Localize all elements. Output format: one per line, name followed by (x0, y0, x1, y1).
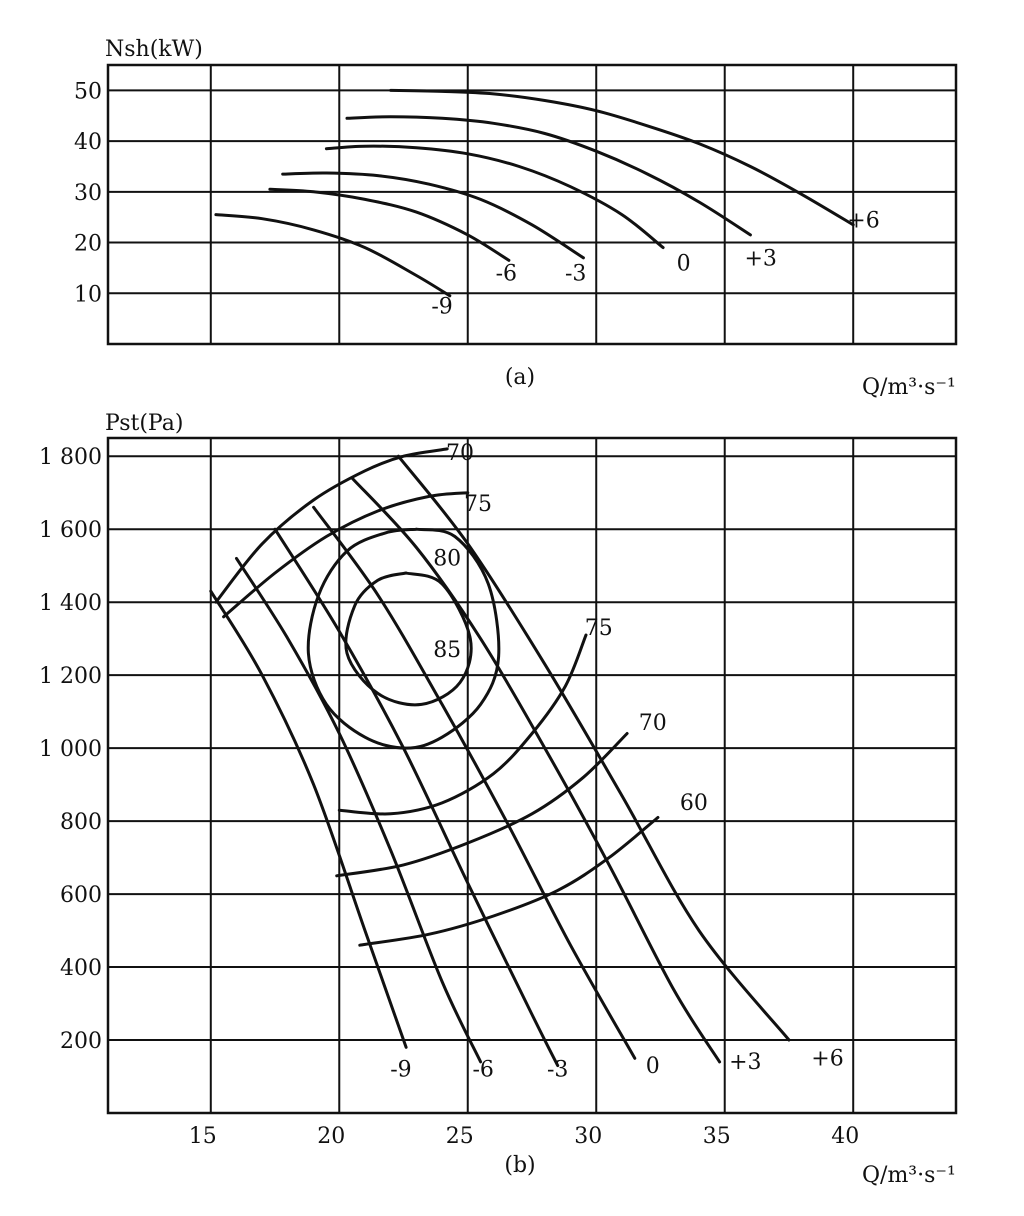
chart-b-y-tick-label: 1 800 (39, 445, 102, 471)
chart-b-y-tick-label: 600 (60, 883, 102, 909)
chart-b-y-tick-label: 800 (60, 810, 102, 836)
chart-b-curves (211, 449, 789, 1066)
chart-a-y-tick-label: 50 (74, 79, 102, 105)
chart-a-series-line (391, 90, 854, 224)
chart-a-series-label: -3 (564, 261, 587, 287)
chart-a-series-label: -9 (431, 294, 453, 320)
chart-a-y-tick-label: 10 (74, 282, 102, 308)
chart-b-series-label: -3 (546, 1057, 569, 1083)
chart-b-series-label: 0 (645, 1053, 660, 1079)
chart-a-series-label: 0 (676, 251, 691, 277)
chart-b-series-label: 75 (464, 491, 493, 517)
chart-a-ylabel: Nsh(kW) (105, 37, 203, 62)
chart-b-y-tick-label: 1 400 (39, 591, 102, 617)
chart-b-ylabel: Pst(Pa) (105, 411, 184, 436)
chart-b-series-label: +3 (729, 1050, 762, 1076)
chart-a-y-tick-label: 30 (74, 180, 102, 206)
chart-a-panel-label: (a) (504, 365, 536, 390)
chart-b-series-label: 70 (446, 440, 475, 466)
chart-b-x-tick-label: 20 (317, 1124, 346, 1149)
chart-b-series-line (337, 734, 627, 876)
chart-b-series-label: 80 (433, 546, 462, 572)
chart-b-x-tick-label: 30 (574, 1124, 603, 1149)
chart-b-xlabel: Q/m³·s⁻¹ (862, 1163, 956, 1188)
chart-b-series-label: +6 (811, 1046, 844, 1072)
chart-b-series-line (237, 558, 481, 1062)
chart-a-xlabel: Q/m³·s⁻¹ (862, 375, 956, 400)
chart-a-series-label: +6 (847, 208, 880, 234)
chart-a-tick-labels (74, 79, 102, 307)
chart-b-series-label: -6 (472, 1057, 494, 1083)
chart-b-x-tick-label: 40 (831, 1124, 860, 1149)
chart-b-series-label: -9 (390, 1057, 412, 1083)
chart-a-series-line (216, 215, 450, 296)
chart-a-series-line (283, 173, 584, 258)
chart-b-curve-labels (390, 441, 844, 1083)
chart-a-frame (108, 65, 956, 344)
chart-a-y-tick-label: 20 (74, 231, 102, 257)
chart-a-series-line (326, 146, 663, 247)
chart-b-y-tick-label: 400 (60, 956, 102, 982)
chart-a-series-line (270, 189, 509, 260)
chart-a-grid (108, 65, 956, 344)
chart-b-y-tick-label: 1 200 (39, 664, 102, 690)
chart-b-y-tick-label: 1 000 (39, 737, 102, 763)
chart-b-series-label: 75 (584, 616, 613, 642)
chart-b-series-line (224, 493, 468, 617)
chart-a-series-label: -6 (495, 261, 518, 287)
chart-b-y-tick-label: 200 (60, 1029, 102, 1055)
chart-b-panel-label: (b) (504, 1153, 536, 1178)
chart-b (39, 411, 956, 1188)
chart-a-series-label: +3 (744, 246, 777, 272)
chart-a-y-tick-label: 40 (74, 130, 102, 156)
chart-b-series-label: 70 (638, 710, 667, 736)
chart-b-x-tick-label: 35 (702, 1124, 731, 1149)
chart-b-series-label: 85 (433, 637, 462, 663)
chart-b-y-tick-label: 1 600 (39, 518, 102, 544)
chart-b-series-label: 60 (679, 791, 708, 817)
chart-a (74, 37, 956, 400)
chart-a-curve-labels (431, 208, 879, 319)
chart-b-series-line (352, 478, 719, 1062)
chart-b-x-tick-label: 15 (188, 1124, 217, 1149)
chart-b-x-tick-label: 25 (445, 1124, 474, 1149)
